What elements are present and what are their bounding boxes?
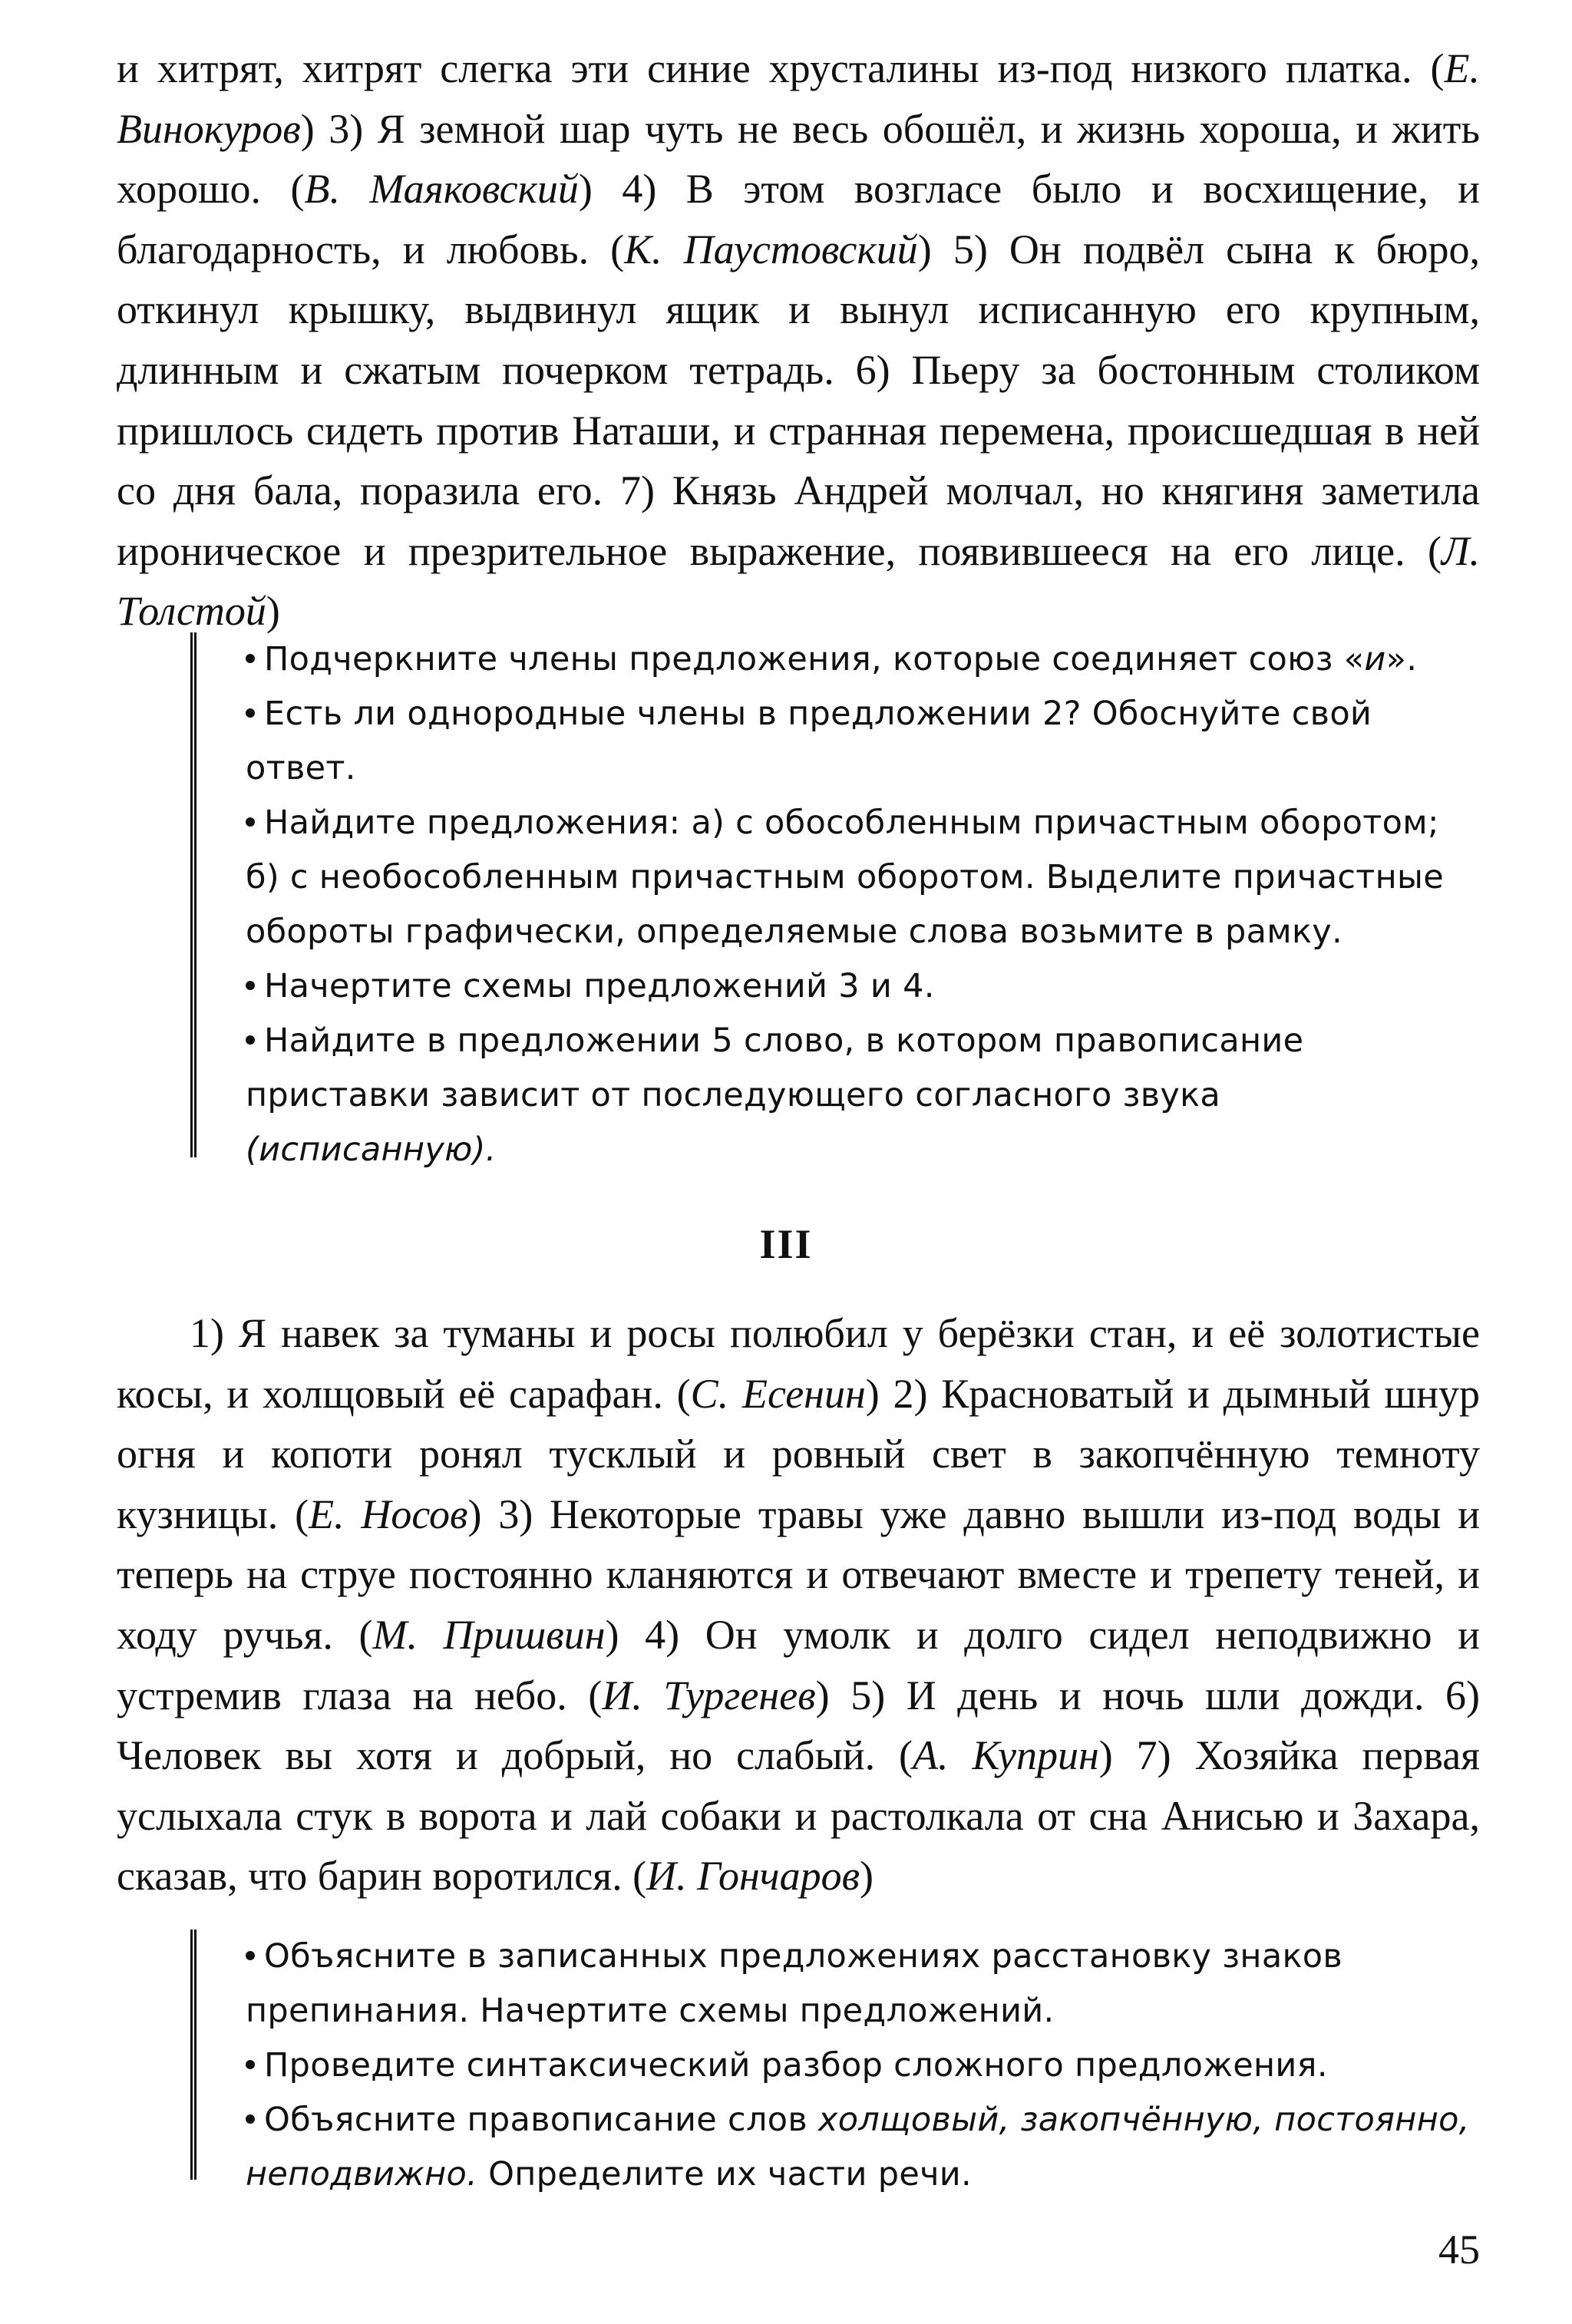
bullet-icon	[246, 1951, 255, 1960]
task-item	[246, 1014, 1480, 1177]
italic-run: К. Паустовский	[624, 226, 918, 272]
italic-run: М. Пришвин	[372, 1611, 606, 1658]
italic-run: Л. Толстой	[117, 527, 1480, 635]
bullet-icon	[246, 2114, 255, 2124]
task-item	[246, 687, 1480, 796]
task-item	[246, 796, 1480, 959]
page-number: 45	[1438, 2227, 1480, 2273]
task-item	[246, 1930, 1480, 2038]
italic-run: (исписанную).	[246, 1131, 497, 1169]
task-item	[246, 2038, 1480, 2093]
bullet-icon	[246, 817, 255, 827]
task-text: Подчеркните члены предложения, которые соединяет союз «	[264, 640, 1365, 678]
bullet-icon	[246, 1035, 255, 1045]
text-paragraph-2	[117, 1303, 1480, 1906]
italic-run: И. Тургенев	[602, 1672, 816, 1718]
text-run: ) 4) Он умолк и долго сидел неподвижно и устремив глаза на небо. (	[117, 1611, 1480, 1718]
italic-run: и	[1364, 640, 1386, 678]
text-run: ) 7) Хозяйка первая услыхала стук в ворота и лай собаки и растолкала от сна Анисью и Захара, сказав, что барин воротился. (	[117, 1732, 1481, 1900]
task-text: ».	[1385, 640, 1418, 678]
italic-run: Е. Носов	[309, 1490, 468, 1537]
task-text: Объясните правописание слов	[264, 2101, 818, 2139]
italic-run: В. Маяковский	[304, 166, 579, 213]
task-text: Начертите схемы предложений 3 и 4.	[264, 967, 935, 1005]
text-run: ) 5) И день и ночь шли дожди. 6) Человек вы хотя и добрый, но слабый. (	[117, 1672, 1480, 1779]
task-text: Найдите в предложении 5 слово, в котором правописание приставки зависит от последующего согласного звука	[246, 1022, 1304, 1114]
text-run: ) 2) Красноватый и дымный шнур огня и копоти ронял тусклый и ровный свет в закопчённую темноту кузницы. (	[117, 1370, 1480, 1537]
text-run: ) 4) В этом возгласе было и восхищение, и благодарность, и любовь. (	[117, 166, 1480, 272]
section-heading: III	[759, 1221, 813, 1267]
italic-run: С. Есенин	[690, 1370, 866, 1417]
bullet-icon	[246, 654, 255, 663]
task-text: Объясните в записанных предложениях расстановку знаков препинания. Начертите схемы предложений.	[246, 1937, 1343, 2030]
bullet-icon	[246, 981, 255, 990]
task-text: Есть ли однородные члены в предложении 2? Обоснуйте свой ответ.	[246, 695, 1372, 787]
text-run: )	[860, 1853, 874, 1900]
text-run: ) 3) Некоторые травы уже давно вышли из-под воды и теперь на струе постоянно кланяются и отвечают вместе и трепету теней, и ходу ручья. (	[117, 1490, 1481, 1658]
italic-run: И. Гончаров	[646, 1853, 860, 1900]
text-run: и хитрят, хитрят слегка эти синие хрусталины из-под низкого платка. (	[117, 45, 1445, 91]
text-run: ) 3) Я земной шар чуть не весь обошёл, и жизнь хороша, и жить хорошо. (	[117, 105, 1480, 213]
text-run: ) 5) Он подвёл сына к бюро, откинул крышку, выдвинул ящик и вынул исписанную его крупным, длинным и сжатым почерком тетрадь. 6) Пьеру за бостонным столиком пришлось сидеть против Наташи, и странная перемена, происшедшая в ней со дня бала, поразила его. 7) Князь Андрей молчал, но княгиня заметила ироническое и презрительное выражение, появившееся на его лице. (	[117, 226, 1480, 574]
task-text: Определите их части речи.	[477, 2155, 972, 2194]
italic-run: А. Куприн	[913, 1732, 1099, 1779]
task-text: Найдите предложения: а) с обособленным причастным оборотом; б) с необособленным причастным оборотом. Выделите причастные обороты графически, определяемые слова возьмите в рамку.	[246, 804, 1445, 951]
bullet-icon	[246, 2060, 255, 2069]
task-item	[246, 632, 1480, 687]
task-text: Проведите синтаксический разбор сложного предложения.	[264, 2046, 1328, 2085]
task-item	[246, 959, 1480, 1014]
italic-run: холщовый, закопчённую, постоянно, неподвижно.	[246, 2101, 1470, 2194]
italic-run: Е. Винокуров	[117, 45, 1480, 152]
task-box-1	[190, 632, 1480, 1169]
task-item	[246, 2093, 1480, 2202]
text-run: )	[266, 588, 280, 635]
bullet-icon	[246, 708, 255, 718]
text-run: 1) Я навек за туманы и росы полюбил у берёзки стан, и её золотистые косы, и холщовый её сарафан. (	[117, 1310, 1480, 1417]
task-box-2	[190, 1930, 1480, 2194]
text-paragraph-1	[117, 38, 1480, 642]
